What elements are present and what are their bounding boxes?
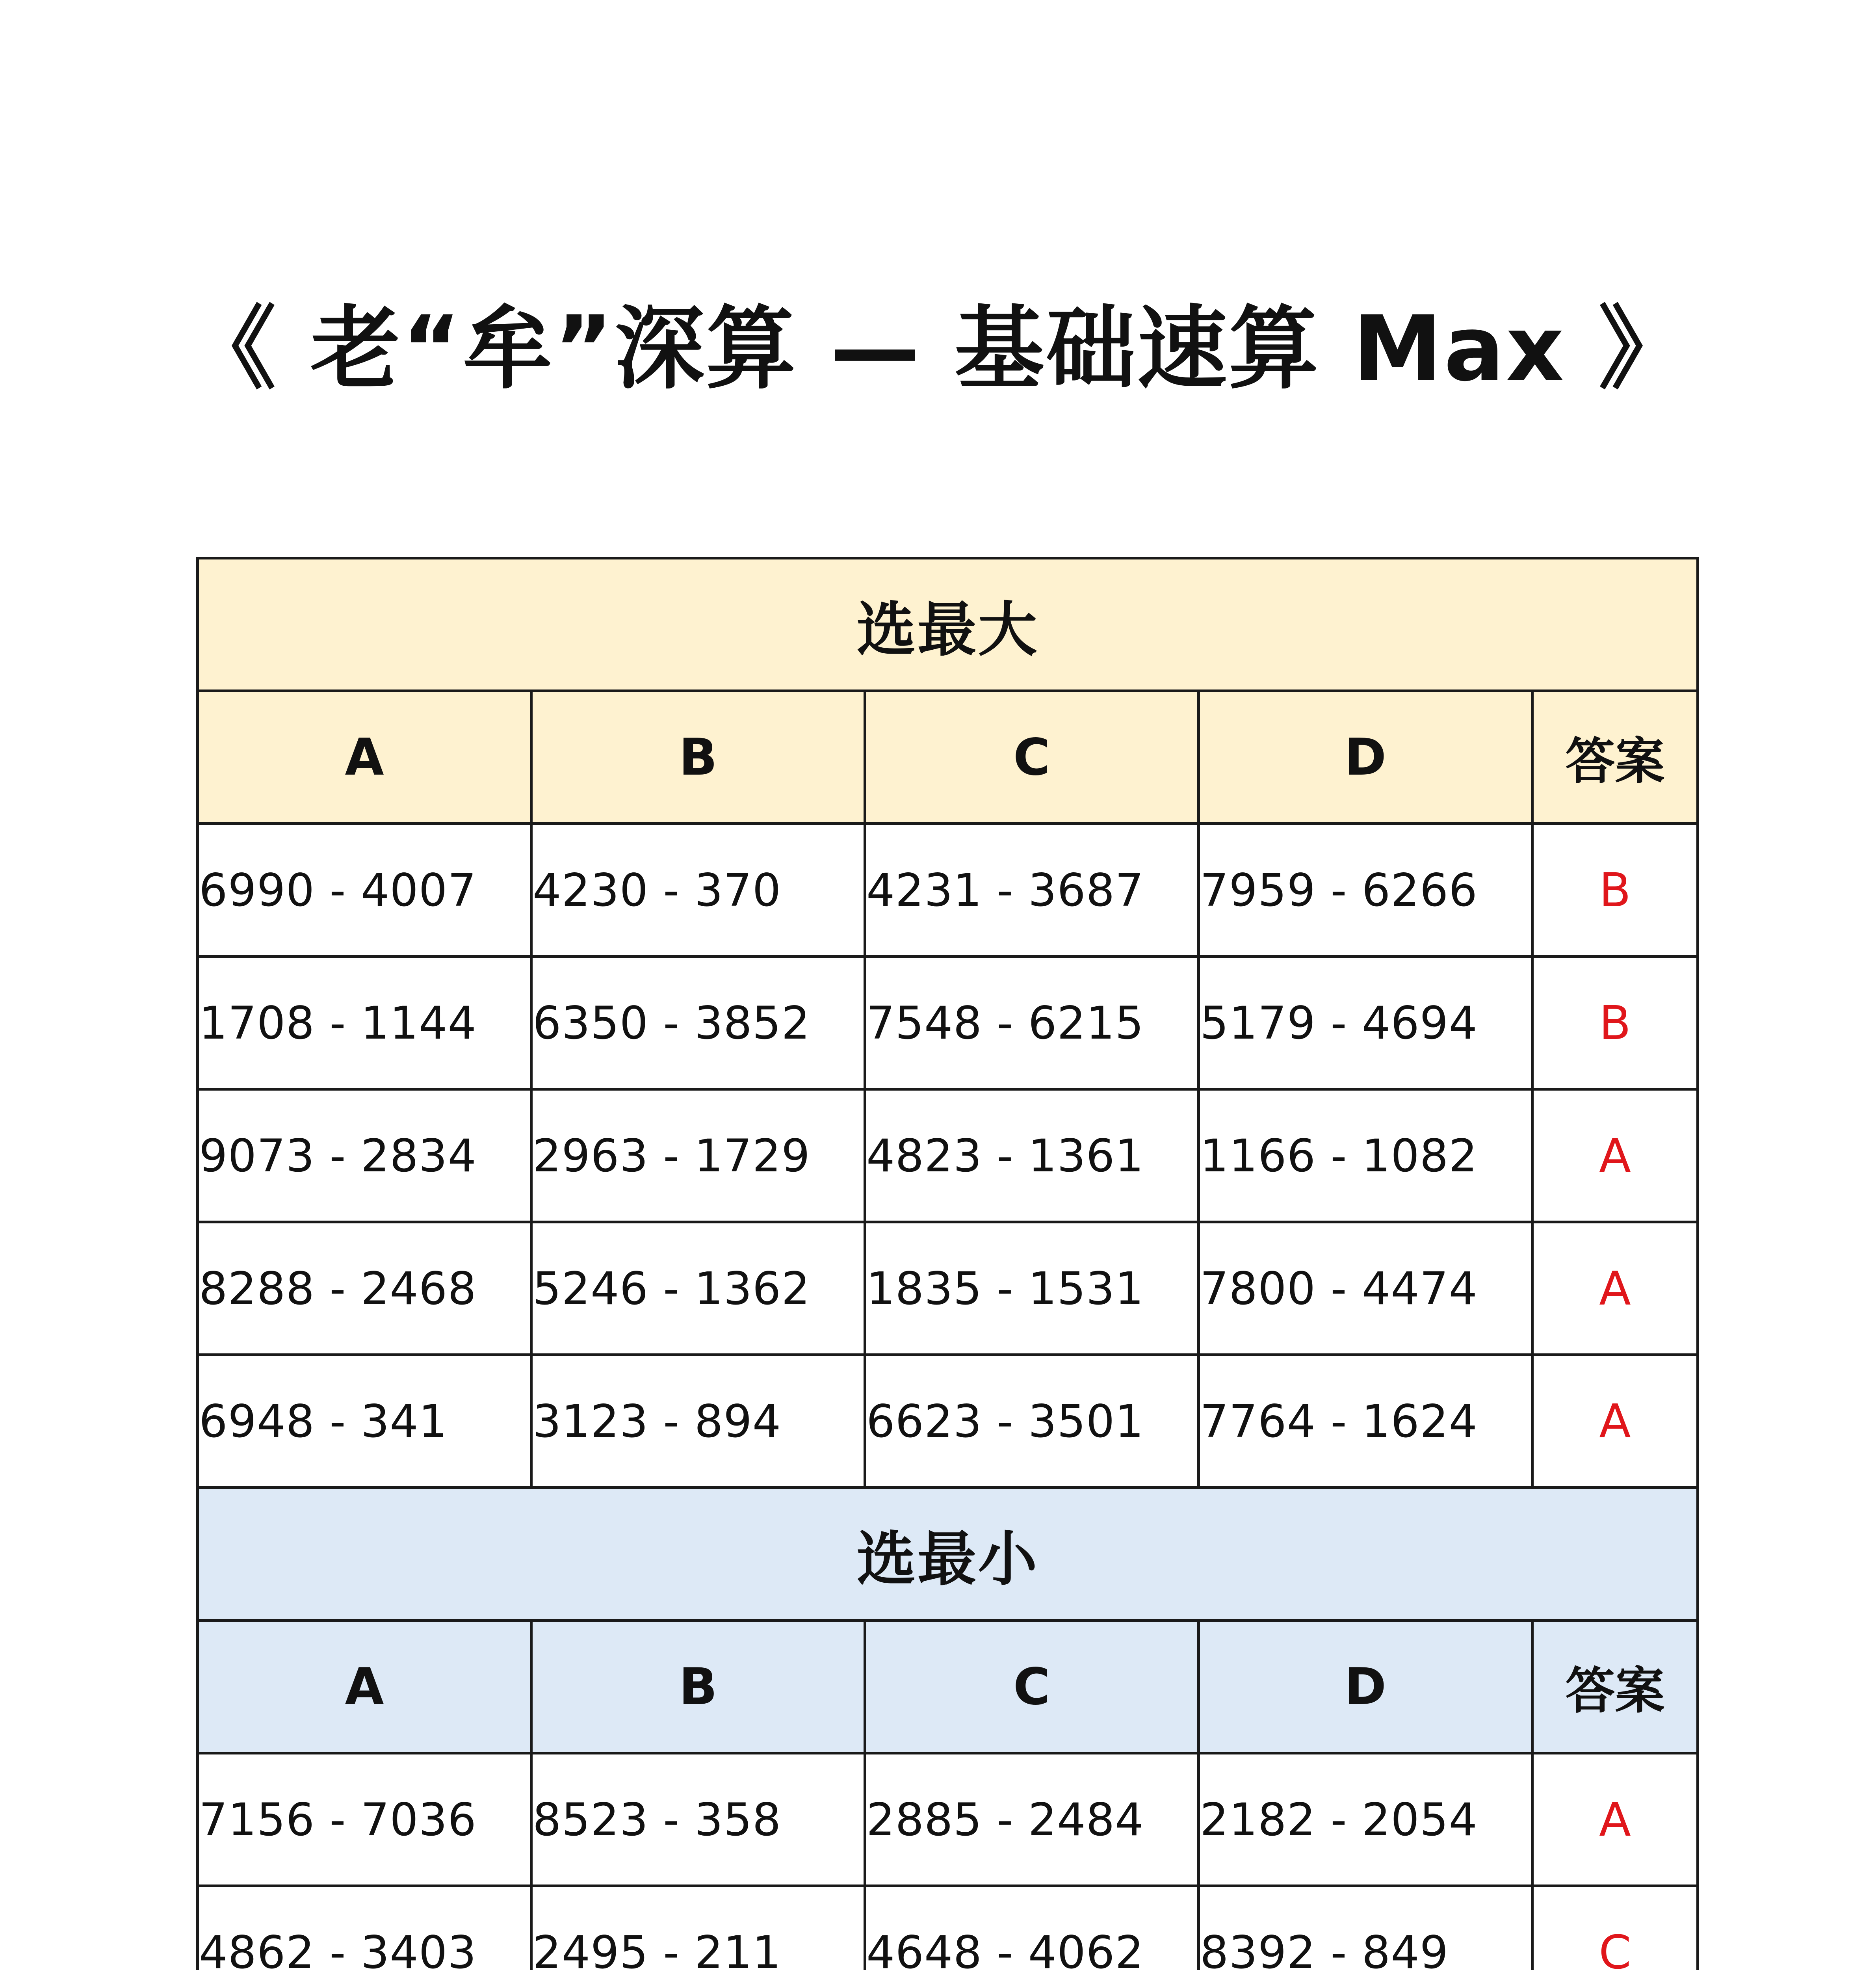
section-title-max: 选最大	[198, 558, 1698, 691]
table-row	[198, 1355, 1698, 1488]
option-d-cell: 7800 - 4474	[1199, 1222, 1532, 1355]
option-a-cell: 8288 - 2468	[198, 1222, 531, 1355]
option-b-cell: 6350 - 3852	[531, 957, 865, 1089]
section-title-row	[198, 1488, 1698, 1621]
table-row	[198, 1753, 1698, 1886]
option-b-cell: 5246 - 1362	[531, 1222, 865, 1355]
option-c-cell: 1835 - 1531	[865, 1222, 1199, 1355]
column-header-b: B	[531, 1621, 865, 1753]
option-d-cell: 8392 - 849	[1199, 1886, 1532, 1970]
table-row	[198, 1886, 1698, 1970]
option-c-cell: 7548 - 6215	[865, 957, 1199, 1089]
option-c-cell: 4648 - 4062	[865, 1886, 1199, 1970]
option-c-cell: 6623 - 3501	[865, 1355, 1199, 1488]
answer-cell: A	[1532, 1222, 1698, 1355]
option-c-cell: 4231 - 3687	[865, 824, 1199, 957]
page-title: 《 老“牟”深算 — 基础速算 Max 》	[186, 296, 1690, 401]
column-header-b: B	[531, 691, 865, 824]
column-header-answer: 答案	[1532, 1621, 1698, 1753]
option-d-cell: 5179 - 4694	[1199, 957, 1532, 1089]
header-row	[198, 1621, 1698, 1753]
option-c-cell: 4823 - 1361	[865, 1089, 1199, 1222]
option-d-cell: 2182 - 2054	[1199, 1753, 1532, 1886]
answer-cell: C	[1532, 1886, 1698, 1970]
answer-cell: B	[1532, 824, 1698, 957]
option-b-cell: 2495 - 211	[531, 1886, 865, 1970]
quiz-table	[196, 557, 1699, 1970]
option-d-cell: 7959 - 6266	[1199, 824, 1532, 957]
answer-cell: A	[1532, 1089, 1698, 1222]
column-header-answer: 答案	[1532, 691, 1698, 824]
table-row	[198, 957, 1698, 1089]
option-d-cell: 7764 - 1624	[1199, 1355, 1532, 1488]
option-a-cell: 9073 - 2834	[198, 1089, 531, 1222]
option-b-cell: 2963 - 1729	[531, 1089, 865, 1222]
option-a-cell: 6948 - 341	[198, 1355, 531, 1488]
option-c-cell: 2885 - 2484	[865, 1753, 1199, 1886]
option-b-cell: 4230 - 370	[531, 824, 865, 957]
option-b-cell: 8523 - 358	[531, 1753, 865, 1886]
column-header-a: A	[198, 1621, 531, 1753]
answer-cell: A	[1532, 1355, 1698, 1488]
option-a-cell: 7156 - 7036	[198, 1753, 531, 1886]
column-header-d: D	[1199, 691, 1532, 824]
section-title-min: 选最小	[198, 1488, 1698, 1621]
option-d-cell: 1166 - 1082	[1199, 1089, 1532, 1222]
answer-cell: B	[1532, 957, 1698, 1089]
column-header-a: A	[198, 691, 531, 824]
column-header-c: C	[865, 1621, 1199, 1753]
table-row	[198, 824, 1698, 957]
option-a-cell: 1708 - 1144	[198, 957, 531, 1089]
table-row	[198, 1222, 1698, 1355]
answer-cell: A	[1532, 1753, 1698, 1886]
column-header-d: D	[1199, 1621, 1532, 1753]
option-b-cell: 3123 - 894	[531, 1355, 865, 1488]
option-a-cell: 6990 - 4007	[198, 824, 531, 957]
option-a-cell: 4862 - 3403	[198, 1886, 531, 1970]
section-title-row	[198, 558, 1698, 691]
column-header-c: C	[865, 691, 1199, 824]
header-row	[198, 691, 1698, 824]
table-row	[198, 1089, 1698, 1222]
